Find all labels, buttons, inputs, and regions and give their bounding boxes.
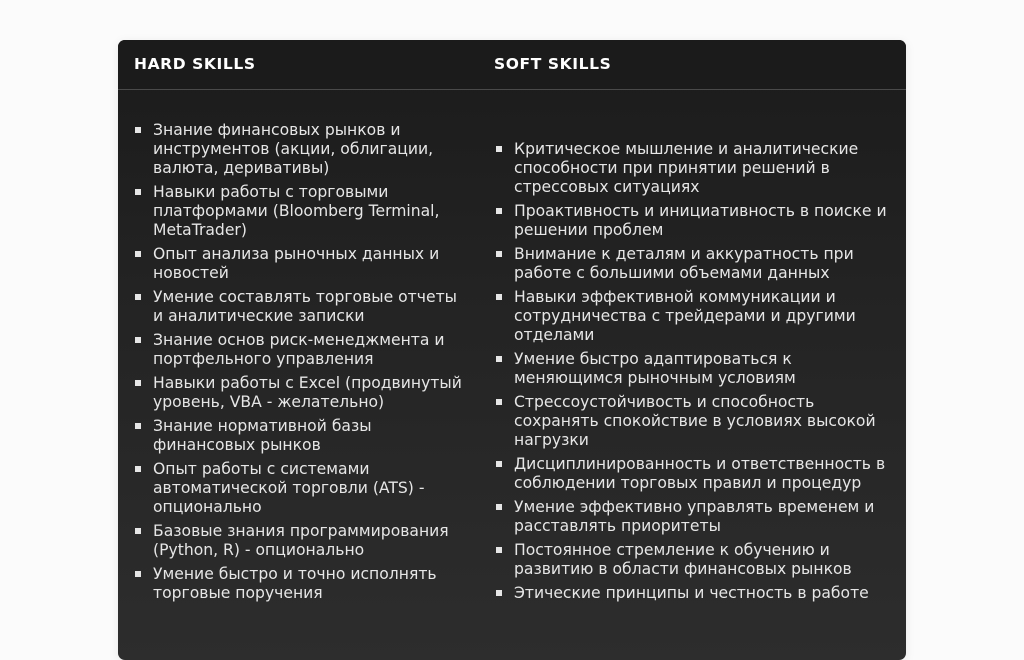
bullet-icon [496,461,502,467]
soft-skill-text: Этические принципы и честность в работе [514,584,869,602]
soft-skill-item [495,140,890,197]
bullet-icon [135,466,141,472]
skills-header [118,40,906,90]
bullet-icon [135,571,141,577]
hard-skill-item [134,245,464,283]
soft-skill-text: Стрессоустойчивость и способность сохранять спокойствие в условиях высокой нагрузки [514,393,876,449]
hard-skill-text: Навыки работы с торговыми платформами (Bloomberg Terminal, MetaTrader) [153,183,440,239]
hard-skill-item [134,374,464,412]
bullet-icon [135,127,141,133]
soft-skill-item [495,541,890,579]
hard-skill-item [134,183,464,240]
soft-skill-text: Проактивность и инициативность в поиске и решении проблем [514,202,887,239]
bullet-icon [135,337,141,343]
hard-skills-title: HARD SKILLS [134,55,256,73]
hard-skill-text: Знание финансовых рынков и инструментов (акции, облигации, валюта, деривативы) [153,121,434,177]
hard-skill-text: Умение быстро и точно исполнять торговые поручения [153,565,437,602]
bullet-icon [496,251,502,257]
soft-skills-list [495,140,890,608]
bullet-icon [496,399,502,405]
hard-skill-text: Знание основ риск-менеджмента и портфельного управления [153,331,445,368]
bullet-icon [135,189,141,195]
soft-skill-text: Умение эффективно управлять временем и расставлять приоритеты [514,498,875,535]
bullet-icon [496,356,502,362]
hard-skill-item [134,288,464,326]
soft-skills-title: SOFT SKILLS [494,55,612,73]
soft-skill-item [495,288,890,345]
bullet-icon [135,294,141,300]
soft-skill-text: Внимание к деталям и аккуратность при работе с большими объемами данных [514,245,854,282]
hard-skill-item [134,522,464,560]
hard-skill-item [134,460,464,517]
soft-skill-text: Дисциплинированность и ответственность в соблюдении торговых правил и процедур [514,455,886,492]
bullet-icon [135,251,141,257]
soft-skill-text: Умение быстро адаптироваться к меняющимся рыночным условиям [514,350,796,387]
hard-skill-text: Умение составлять торговые отчеты и аналитические записки [153,288,457,325]
bullet-icon [496,590,502,596]
soft-skill-text: Критическое мышление и аналитические способности при принятии решений в стрессовых ситуациях [514,140,859,196]
hard-skill-text: Знание нормативной базы финансовых рынков [153,417,372,454]
skills-card [118,40,906,660]
bullet-icon [496,146,502,152]
hard-skill-text: Опыт анализа рыночных данных и новостей [153,245,440,282]
soft-skill-item [495,455,890,493]
soft-skill-item [495,584,890,603]
bullet-icon [135,528,141,534]
hard-skill-item [134,417,464,455]
soft-skill-item [495,202,890,240]
soft-skill-item [495,498,890,536]
hard-skill-item [134,565,464,603]
soft-skill-item [495,245,890,283]
soft-skill-text: Постоянное стремление к обучению и развитию в области финансовых рынков [514,541,852,578]
bullet-icon [496,294,502,300]
hard-skills-list [134,121,464,608]
bullet-icon [496,547,502,553]
soft-skill-text: Навыки эффективной коммуникации и сотрудничества с трейдерами и другими отделами [514,288,856,344]
hard-skill-item [134,331,464,369]
bullet-icon [135,380,141,386]
soft-skill-item [495,350,890,388]
hard-skill-text: Базовые знания программирования (Python, R) - опционально [153,522,449,559]
bullet-icon [496,504,502,510]
soft-skill-item [495,393,890,450]
hard-skill-item [134,121,464,178]
hard-skill-text: Навыки работы с Excel (продвинутый уровень, VBA - желательно) [153,374,462,411]
hard-skill-text: Опыт работы с системами автоматической торговли (ATS) - опционально [153,460,425,516]
bullet-icon [496,208,502,214]
bullet-icon [135,423,141,429]
